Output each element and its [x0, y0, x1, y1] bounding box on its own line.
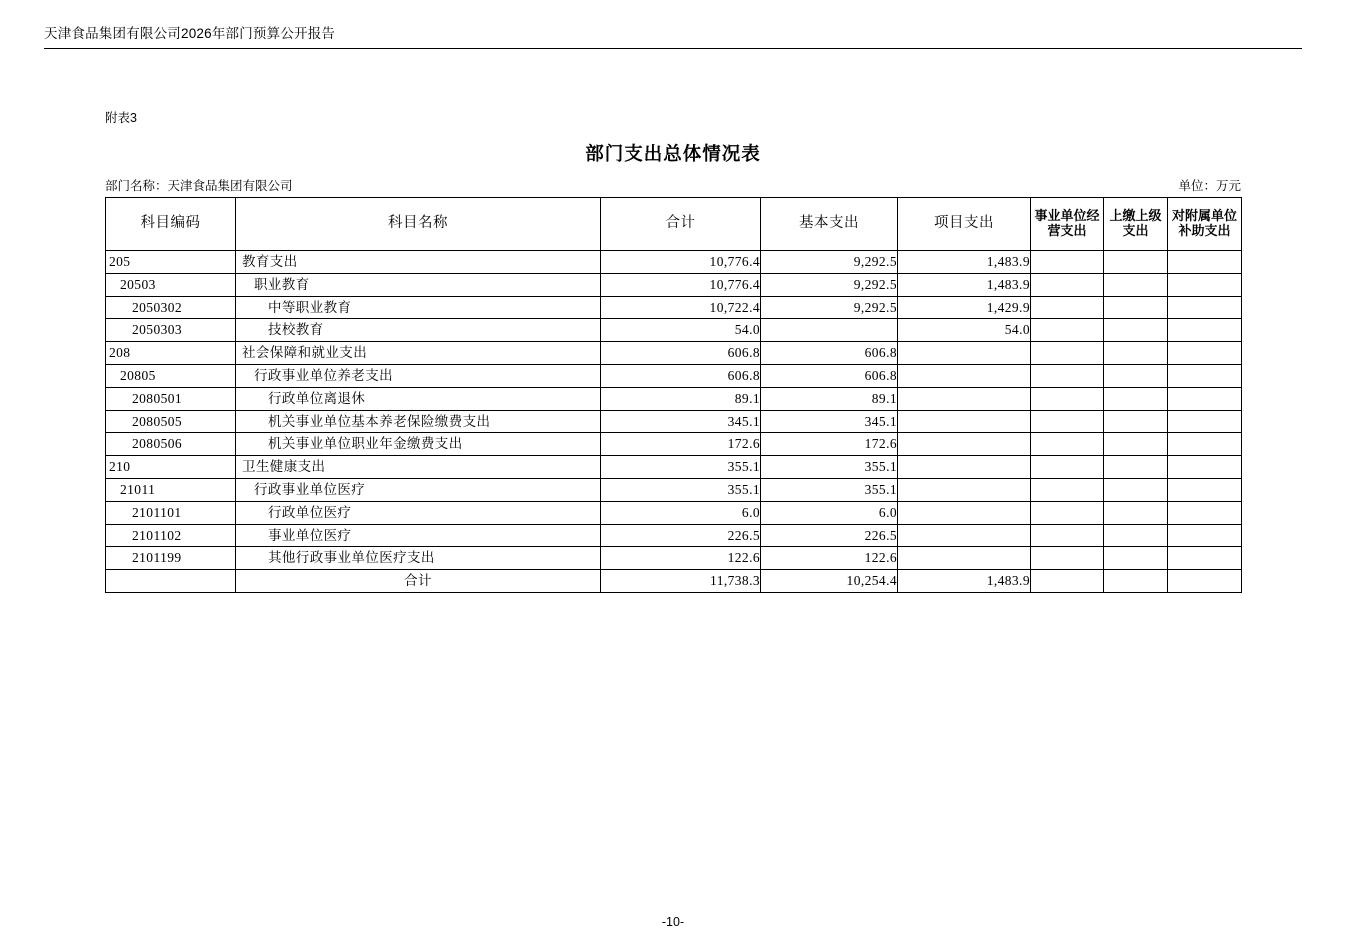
- cell-subject-name: 职业教育: [236, 273, 601, 296]
- column-header-total: 合计: [601, 198, 761, 251]
- table-row: [106, 364, 1242, 387]
- table-header-row: [106, 198, 1242, 251]
- cell-basic-expenditure: 172.6: [761, 433, 898, 456]
- cell-operating-expenditure: [1031, 251, 1104, 274]
- cell-basic-expenditure: 226.5: [761, 524, 898, 547]
- cell-basic-expenditure: 122.6: [761, 547, 898, 570]
- cell-subsidy-expenditure: [1168, 524, 1242, 547]
- cell-upper-level-expenditure: [1104, 547, 1168, 570]
- cell-total-row-basic: 10,254.4: [761, 570, 898, 593]
- cell-subject-name: 其他行政事业单位医疗支出: [236, 547, 601, 570]
- cell-upper-level-expenditure: [1104, 478, 1168, 501]
- cell-operating-expenditure: [1031, 547, 1104, 570]
- cell-total: 10,776.4: [601, 251, 761, 274]
- column-header-upper: 上缴上级支出: [1104, 198, 1168, 251]
- cell-basic-expenditure: 606.8: [761, 364, 898, 387]
- cell-subject-code: 2050302: [106, 296, 236, 319]
- cell-project-expenditure: [898, 342, 1031, 365]
- cell-basic-expenditure: 89.1: [761, 387, 898, 410]
- cell-project-expenditure: 54.0: [898, 319, 1031, 342]
- cell-subject-name: 教育支出: [236, 251, 601, 274]
- cell-subject-code: 205: [106, 251, 236, 274]
- cell-upper-level-expenditure: [1104, 342, 1168, 365]
- cell-subject-name: 技校教育: [236, 319, 601, 342]
- cell-total-row-total: 11,738.3: [601, 570, 761, 593]
- table-row: [106, 387, 1242, 410]
- cell-total: 6.0: [601, 501, 761, 524]
- cell-total: 122.6: [601, 547, 761, 570]
- cell-subject-code: 2101102: [106, 524, 236, 547]
- cell-upper-level-expenditure: [1104, 319, 1168, 342]
- table-row: [106, 319, 1242, 342]
- cell-operating-expenditure: [1031, 524, 1104, 547]
- cell-subject-code: 2101199: [106, 547, 236, 570]
- column-header-code: 科目编码: [106, 198, 236, 251]
- cell-operating-expenditure: [1031, 410, 1104, 433]
- table-body: [106, 251, 1242, 593]
- cell-subject-code: 2080505: [106, 410, 236, 433]
- cell-subject-name: 卫生健康支出: [236, 456, 601, 479]
- cell-upper-level-expenditure: [1104, 501, 1168, 524]
- cell-total: 355.1: [601, 456, 761, 479]
- cell-subsidy-expenditure: [1168, 364, 1242, 387]
- running-header: [0, 0, 1346, 55]
- cell-upper-level-expenditure: [1104, 296, 1168, 319]
- cell-project-expenditure: [898, 410, 1031, 433]
- cell-subsidy-expenditure: [1168, 478, 1242, 501]
- cell-subject-name: 行政单位医疗: [236, 501, 601, 524]
- cell-upper-level-expenditure: [1104, 273, 1168, 296]
- cell-total: 226.5: [601, 524, 761, 547]
- cell-project-expenditure: 1,483.9: [898, 273, 1031, 296]
- cell-basic-expenditure: 9,292.5: [761, 251, 898, 274]
- table-row: [106, 501, 1242, 524]
- cell-total-row-upper: [1104, 570, 1168, 593]
- cell-subject-code: 210: [106, 456, 236, 479]
- column-header-operating: 事业单位经营支出: [1031, 198, 1104, 251]
- cell-subject-name: 社会保障和就业支出: [236, 342, 601, 365]
- page-title: 部门支出总体情况表: [585, 143, 761, 164]
- cell-subject-code: 2080501: [106, 387, 236, 410]
- expenditure-table: [105, 197, 1242, 593]
- cell-basic-expenditure: 9,292.5: [761, 273, 898, 296]
- cell-project-expenditure: 1,483.9: [898, 251, 1031, 274]
- header-divider: [44, 48, 1302, 49]
- cell-subsidy-expenditure: [1168, 387, 1242, 410]
- cell-upper-level-expenditure: [1104, 456, 1168, 479]
- table-meta: [105, 176, 1241, 194]
- cell-subject-name: 事业单位医疗: [236, 524, 601, 547]
- cell-subject-code: 2080506: [106, 433, 236, 456]
- cell-operating-expenditure: [1031, 273, 1104, 296]
- cell-subject-name: 行政单位离退休: [236, 387, 601, 410]
- cell-operating-expenditure: [1031, 387, 1104, 410]
- cell-upper-level-expenditure: [1104, 387, 1168, 410]
- cell-basic-expenditure: 355.1: [761, 456, 898, 479]
- cell-total-row-code: [106, 570, 236, 593]
- cell-subject-name: 机关事业单位基本养老保险缴费支出: [236, 410, 601, 433]
- cell-basic-expenditure: 355.1: [761, 478, 898, 501]
- cell-subsidy-expenditure: [1168, 410, 1242, 433]
- report-content: [105, 108, 1241, 593]
- table-row: [106, 342, 1242, 365]
- cell-operating-expenditure: [1031, 319, 1104, 342]
- cell-subsidy-expenditure: [1168, 342, 1242, 365]
- cell-subject-code: 20805: [106, 364, 236, 387]
- attachment-label: 附表3: [105, 111, 137, 125]
- cell-subject-code: 20503: [106, 273, 236, 296]
- cell-operating-expenditure: [1031, 342, 1104, 365]
- cell-subsidy-expenditure: [1168, 296, 1242, 319]
- cell-project-expenditure: [898, 387, 1031, 410]
- cell-operating-expenditure: [1031, 433, 1104, 456]
- department-name-label: 部门名称：天津食品集团有限公司: [105, 179, 293, 193]
- cell-operating-expenditure: [1031, 501, 1104, 524]
- table-row: [106, 273, 1242, 296]
- column-header-name: 科目名称: [236, 198, 601, 251]
- cell-subject-code: 208: [106, 342, 236, 365]
- cell-project-expenditure: [898, 547, 1031, 570]
- cell-subject-code: 2101101: [106, 501, 236, 524]
- cell-subsidy-expenditure: [1168, 501, 1242, 524]
- cell-total: 345.1: [601, 410, 761, 433]
- cell-total: 89.1: [601, 387, 761, 410]
- table-row: [106, 456, 1242, 479]
- table-row: [106, 433, 1242, 456]
- cell-subsidy-expenditure: [1168, 433, 1242, 456]
- table-row: [106, 524, 1242, 547]
- cell-subject-name: 中等职业教育: [236, 296, 601, 319]
- cell-total-row-subsidy: [1168, 570, 1242, 593]
- cell-subsidy-expenditure: [1168, 456, 1242, 479]
- cell-subject-name: 机关事业单位职业年金缴费支出: [236, 433, 601, 456]
- table-row: [106, 296, 1242, 319]
- cell-subsidy-expenditure: [1168, 547, 1242, 570]
- column-header-project: 项目支出: [898, 198, 1031, 251]
- table-header: [106, 198, 1242, 251]
- running-header-title: 天津食品集团有限公司2026年部门预算公开报告: [44, 26, 336, 41]
- cell-subject-name: 行政事业单位医疗: [236, 478, 601, 501]
- cell-basic-expenditure: 606.8: [761, 342, 898, 365]
- table-total-row: [106, 570, 1242, 593]
- cell-total: 172.6: [601, 433, 761, 456]
- cell-project-expenditure: 1,429.9: [898, 296, 1031, 319]
- cell-project-expenditure: [898, 501, 1031, 524]
- cell-subsidy-expenditure: [1168, 251, 1242, 274]
- cell-operating-expenditure: [1031, 364, 1104, 387]
- cell-total: 606.8: [601, 364, 761, 387]
- cell-total-row-operating: [1031, 570, 1104, 593]
- table-row: [106, 547, 1242, 570]
- cell-project-expenditure: [898, 456, 1031, 479]
- cell-total-row-project: 1,483.9: [898, 570, 1031, 593]
- unit-label: 单位：万元: [1178, 179, 1241, 193]
- column-header-subsidy: 对附属单位补助支出: [1168, 198, 1242, 251]
- cell-total: 10,776.4: [601, 273, 761, 296]
- cell-project-expenditure: [898, 478, 1031, 501]
- cell-project-expenditure: [898, 524, 1031, 547]
- cell-operating-expenditure: [1031, 478, 1104, 501]
- cell-subject-code: 2050303: [106, 319, 236, 342]
- table-row: [106, 251, 1242, 274]
- cell-subject-name: 行政事业单位养老支出: [236, 364, 601, 387]
- cell-subsidy-expenditure: [1168, 273, 1242, 296]
- cell-total: 10,722.4: [601, 296, 761, 319]
- cell-subsidy-expenditure: [1168, 319, 1242, 342]
- table-row: [106, 478, 1242, 501]
- cell-upper-level-expenditure: [1104, 433, 1168, 456]
- page-number: -10-: [661, 915, 685, 929]
- cell-basic-expenditure: 6.0: [761, 501, 898, 524]
- cell-total-row-label: 合计: [236, 570, 601, 593]
- column-header-basic: 基本支出: [761, 198, 898, 251]
- cell-total: 606.8: [601, 342, 761, 365]
- cell-upper-level-expenditure: [1104, 524, 1168, 547]
- cell-basic-expenditure: [761, 319, 898, 342]
- cell-operating-expenditure: [1031, 456, 1104, 479]
- cell-project-expenditure: [898, 433, 1031, 456]
- cell-total: 54.0: [601, 319, 761, 342]
- cell-project-expenditure: [898, 364, 1031, 387]
- cell-subject-code: 21011: [106, 478, 236, 501]
- cell-upper-level-expenditure: [1104, 364, 1168, 387]
- cell-operating-expenditure: [1031, 296, 1104, 319]
- cell-upper-level-expenditure: [1104, 410, 1168, 433]
- cell-upper-level-expenditure: [1104, 251, 1168, 274]
- cell-basic-expenditure: 345.1: [761, 410, 898, 433]
- cell-basic-expenditure: 9,292.5: [761, 296, 898, 319]
- table-row: [106, 410, 1242, 433]
- cell-total: 355.1: [601, 478, 761, 501]
